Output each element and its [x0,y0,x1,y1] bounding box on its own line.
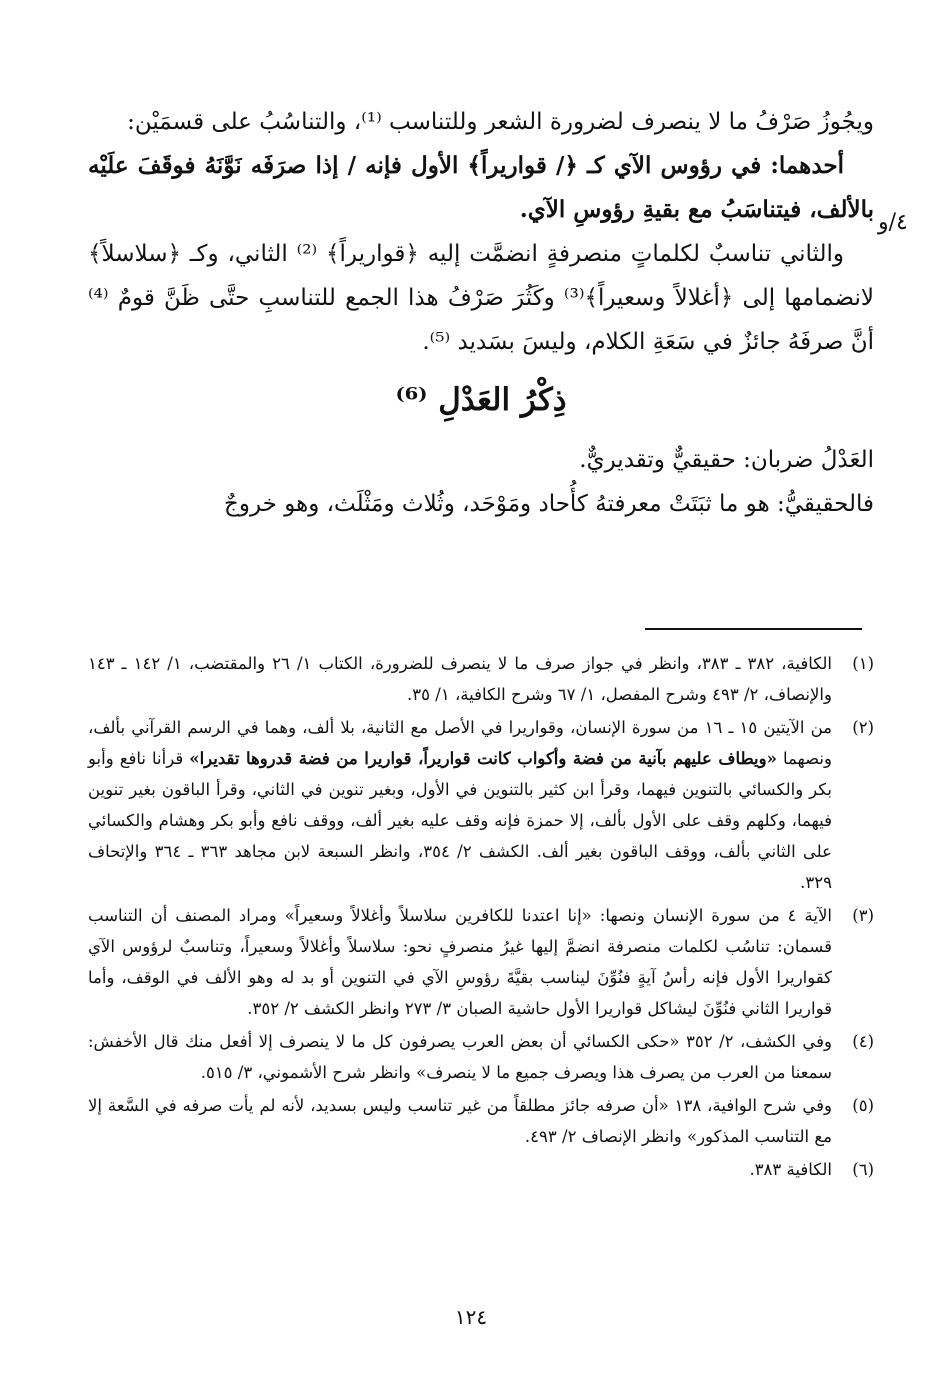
paragraph-1: ويجُوزُ صَرْفُ ما لا ينصرف لضرورة الشعر وللتناسب ⁽¹⁾، والتناسُبُ على قسمَيْن: [127,109,874,135]
footnote [88,712,874,898]
footnote-number: (٤) [852,1032,874,1051]
footnote [88,1026,874,1088]
footnote-text: الكافية ٣٨٣. [749,1160,832,1179]
paragraph-3: والثاني تناسبٌ لكلماتٍ منصرفةٍ انضمَّت إليه ﴿قواريراً﴾ ⁽²⁾ الثاني، وكـ ﴿سلاسلاً﴾ لانضمامها إلى ﴿أغلالاً وسعيراً﴾⁽³⁾ وكَثُرَ صَرْفُ هذا الجمع للتناسبِ حتَّى ظَنَّ قومٌ ⁽⁴⁾ أنَّ صرفَهُ جائزٌ في سَعَةِ الكلام، وليسَ بسَديد ⁽⁵⁾. [88,241,874,355]
footnote [88,648,874,710]
margin-folio-marker: ٤/و [878,210,908,235]
footnote [88,900,874,1024]
footnote-text: وفي الكشف، ٢/ ٣٥٢ «حكى الكسائي أن بعض العرب يصرفون كل ما لا ينصرف إلا أفعل منك قال الأخفش: سمعنا من العرب من يصرف هذا ويصرف جميع ما لا ينصرف» وانظر شرح الأشموني، ٣/ ٥١٥. [88,1032,832,1082]
footnote-number: (١) [852,654,874,673]
paragraph-4: العَدْلُ ضربان: حقيقيٌّ وتقديريٌّ. [579,447,874,473]
footnote-number: (٣) [852,906,874,925]
footnote-quote: «ويطاف عليهم بآنية من فضة وأكواب كانت قواريراً، قواريرا من فضة قدروها تقديرا» [189,749,777,768]
footnote [88,1154,874,1185]
footnote-number: (٥) [852,1096,874,1115]
main-text [88,100,874,526]
footnote-text: الآية ٤ من سورة الإنسان ونصها: «إنا اعتدنا للكافرين سلاسلاً وأغلالاً وسعيراً» ومراد المصنف أن التناسب قسمان: تناسُب لكلمات منصرفة انضمَّ إليها غيرُ منصرفٍ نحو: سلاسلاً وأغلالاً وسعيراً، وتناسبٌ لرؤوس الآي كقواريرا الأول فإنه رأسُ آيةٍ فنُوِّنَ ليناسب بقيَّةَ رؤوسِ الآي في التنوين أو بد له وهو الألف في الوقف، وأما قواريرا الثاني فنُوِّنَ ليشاكل قواريرا الأول حاشية الصبان ٣/ ٢٧٣ وانظر الكشف ٢/ ٣٥٢. [88,906,832,1018]
footnotes [88,648,874,1187]
footnote [88,1090,874,1152]
footnote-separator [645,628,862,630]
footnote-number: (٦) [852,1160,874,1179]
page-number: ١٢٤ [454,1305,488,1329]
footnote-text-cont: قرأنا نافع وأبو بكر والكسائي بالتنوين فيهما، وقرأ ابن كثير بالتنوين في الأول، وبغير تنوين في الثاني، وقرأ الباقون بغير تنوين فيهما، وكلهم وقف على الأول بألف، إلا حمزة فإنه وقف عليه بغير ألف، ووقف نافع وأبو بكر وهشام والكسائي على الثاني بألف، ووقف الباقون بغير ألف. الكشف ٢/ ٣٥٤، وانظر السبعة لابن مجاهد ٣٦٣ ـ ٣٦٤ والإتحاف ٣٢٩. [88,749,832,892]
footnote-text: من الآيتين ١٥ ـ ١٦ من سورة الإنسان، وقواريرا في الأصل مع الثانية، بلا ألف، وهما في الرسم القرآني بألف، ونصهما [88,718,833,768]
footnote-number: (٢) [852,718,874,737]
footnote-text: وفي شرح الوافية، ١٣٨ «أن صرفه جائز مطلقاً من غير تناسب وليس بسديد، لأنه لم يأت صرفه في السَّعة إلا مع التناسب المذكور» وانظر الإنصاف ٢/ ٤٩٣. [88,1096,832,1146]
footnote-body [88,712,832,898]
section-heading: ذِكْرُ العَدْلِ ⁽⁶⁾ [395,382,567,418]
paragraph-5: فالحقيقيُّ: هو ما ثبَتَتْ معرفتهُ كأُحاد ومَوْحَد، وثُلاث ومَثْلَث، وهو خروجٌ [224,491,874,517]
footnote-text: الكافية، ٣٨٢ ـ ٣٨٣، وانظر في جواز صرف ما لا ينصرف للضرورة، الكتاب ١/ ٢٦ والمقتضب، ١/ ١٤٢ ـ ١٤٣ والإنصاف، ٢/ ٤٩٣ وشرح المفصل، ١/ ٦٧ وشرح الكافية، ١/ ٣٥. [88,654,832,704]
paragraph-2: أحدهما: في رؤوس الآي كـ ﴿/ قواريراً﴾ الأول فإنه / إذا صرَفَه نَوَّنَهُ فوقَفَ علَيْه بالألف، فيتناسَبُ مع بقيةِ رؤوسِ الآي. [88,152,874,223]
